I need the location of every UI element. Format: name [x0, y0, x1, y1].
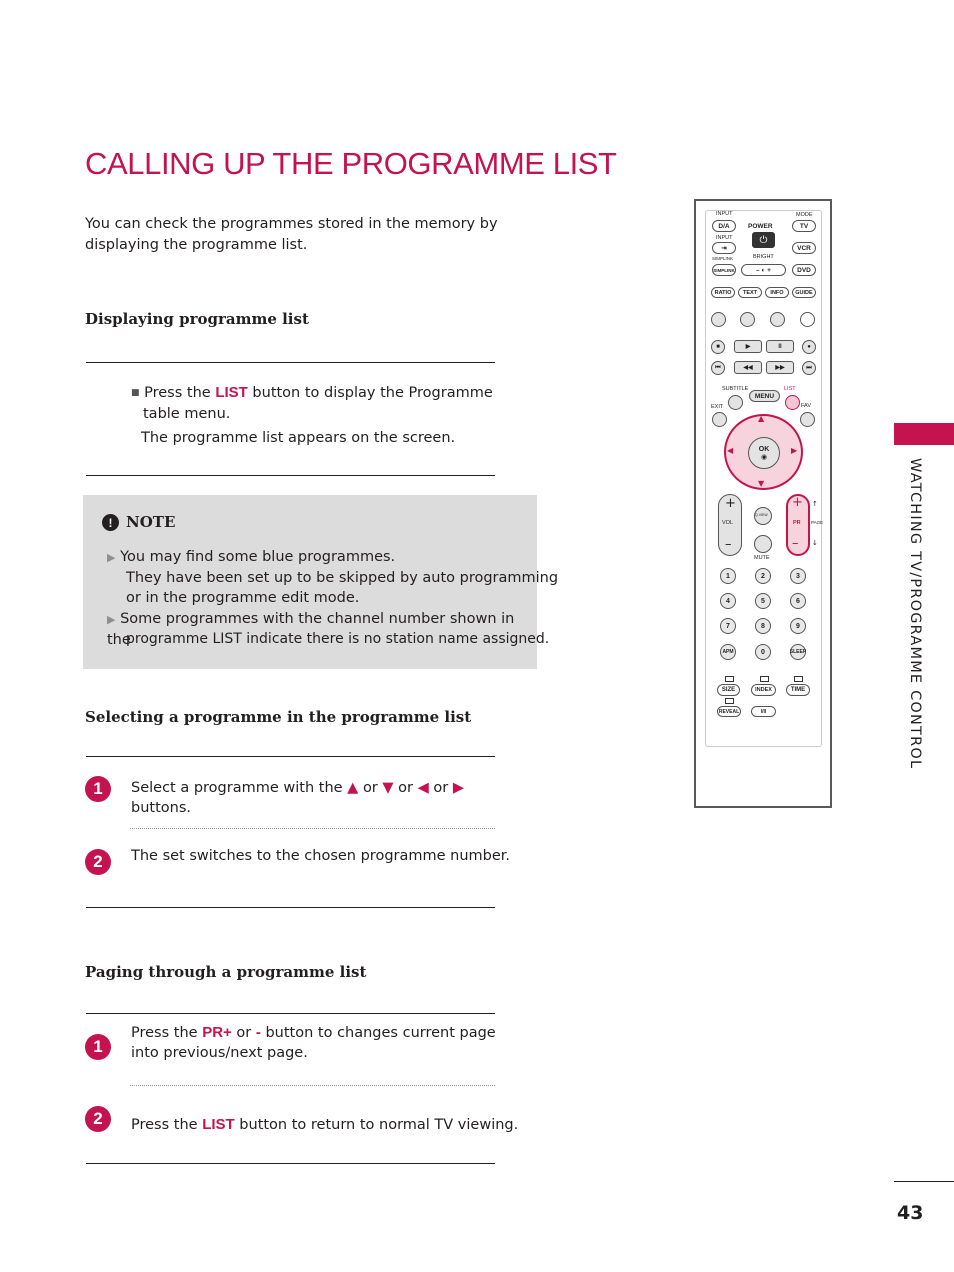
apm-button: APM	[720, 644, 736, 660]
skip-forward-icon: ⏭	[802, 361, 816, 375]
pr-plus-icon: +	[792, 495, 803, 510]
or-text: or	[398, 780, 413, 796]
divider	[86, 1013, 495, 1014]
step-text: Press the	[131, 1025, 198, 1041]
remote-label: BRIGHT	[753, 254, 774, 260]
teletext-icon	[760, 676, 769, 682]
divider	[86, 756, 495, 757]
remote-label: MUTE	[754, 555, 770, 561]
page-number-rule	[894, 1181, 954, 1182]
color-key-button	[740, 312, 755, 327]
note-text: Some programmes with the channel number shown in the	[107, 611, 515, 648]
note-text: You may find some blue programmes.	[120, 549, 396, 565]
color-key-button	[770, 312, 785, 327]
number-button: 2	[755, 568, 771, 584]
teletext-icon	[725, 676, 734, 682]
left-arrow-icon: ◀	[417, 780, 429, 796]
remote-label: VOL	[722, 520, 734, 526]
remote-d-a-button: D/A	[712, 220, 736, 232]
remote-guide-button: GUIDE	[792, 287, 816, 298]
remote-ratio-button: RATIO	[711, 287, 735, 298]
or-text: or	[236, 1025, 252, 1041]
remote-tv-button: TV	[792, 220, 816, 232]
remote-label: FAV	[801, 403, 811, 409]
list-key-label: LIST	[202, 1116, 235, 1133]
step-number: 1	[85, 1034, 111, 1060]
divider	[86, 362, 495, 363]
color-key-button	[800, 312, 815, 327]
intro-text: You can check the programmes stored in the memory by displaying the programme list.	[85, 216, 498, 253]
list-key-label: LIST	[215, 384, 248, 401]
note-item	[107, 547, 532, 568]
note-text: or in the programme edit mode.	[126, 590, 360, 606]
side-label-text: WATCHING TV/PROGRAMME CONTROL	[907, 458, 923, 770]
pr-plus-key-label: PR+	[202, 1024, 232, 1041]
exclamation-icon: !	[102, 514, 119, 531]
triangle-bullet-icon: ▶	[107, 551, 116, 564]
remote-info-button: INFO	[765, 287, 789, 298]
display-result: The programme list appears on the screen.	[141, 430, 456, 446]
number-button: 7	[720, 618, 736, 634]
skip-back-icon: ⏮	[711, 361, 725, 375]
page-title: CALLING UP THE PROGRAMME LIST	[85, 146, 617, 181]
remote-label: SIMPLINK	[712, 256, 734, 261]
nav-left-icon: ◀	[727, 446, 734, 455]
divider	[86, 907, 495, 908]
minus-key-label: -	[255, 1024, 261, 1041]
step-number: 1	[85, 776, 111, 802]
remote-label: INPUT	[716, 211, 733, 217]
remote-label: SUBTITLE	[722, 386, 749, 392]
remote-label: MODE	[796, 212, 813, 218]
note-title: NOTE	[126, 513, 176, 531]
number-button: 3	[790, 568, 806, 584]
record-icon: ●	[802, 340, 816, 354]
dotted-divider	[130, 828, 495, 829]
or-text: or	[362, 780, 378, 796]
remote-index-button: INDEX	[751, 684, 776, 696]
instruction-text: Press the	[144, 385, 211, 401]
number-button: 9	[790, 618, 806, 634]
color-key-button	[711, 312, 726, 327]
number-button: 8	[755, 618, 771, 634]
remote-label: LIST	[784, 386, 796, 392]
up-arrow-icon: ▲	[347, 780, 359, 796]
fav-button	[800, 412, 815, 427]
remote-label: PR	[793, 520, 801, 526]
input-arrow-icon: ⇥	[712, 242, 736, 254]
display-instruction	[131, 383, 501, 403]
subtitle-button	[728, 395, 743, 410]
fast-forward-icon: ▶▶	[766, 361, 794, 374]
paging-step-1	[131, 1023, 501, 1043]
remote-label: Q.VIEW	[755, 513, 768, 517]
or-text: or	[433, 780, 449, 796]
step-text: Select a programme with the	[131, 780, 343, 796]
remote-label: PAGE	[811, 520, 824, 525]
pr-minus-icon: –	[792, 536, 799, 551]
page-up-icon: ↑	[812, 500, 818, 508]
paging-step-2	[131, 1115, 518, 1135]
dotted-divider	[130, 1085, 495, 1086]
remote-dvd-button: DVD	[792, 264, 816, 276]
rewind-icon: ◀◀	[734, 361, 762, 374]
teletext-icon	[794, 676, 803, 682]
step-number: 2	[85, 1106, 111, 1132]
pause-icon: II	[766, 340, 794, 353]
mute-icon	[754, 535, 772, 553]
right-arrow-icon: ▶	[452, 780, 464, 796]
remote-size-button: SIZE	[717, 684, 740, 696]
teletext-icon	[725, 698, 734, 704]
sleep-button: SLEEP	[790, 644, 806, 660]
step-text: button to changes current page	[265, 1025, 496, 1041]
remote-i-ii-button: I/II	[751, 706, 776, 717]
step-text: Press the	[131, 1117, 198, 1133]
nav-down-icon: ▼	[758, 479, 765, 488]
down-arrow-icon: ▼	[382, 780, 394, 796]
select-step-1	[131, 778, 501, 798]
remote-label: EXIT	[711, 404, 724, 410]
page-down-icon: ↓	[812, 539, 818, 547]
step-text: button to return to normal TV viewing.	[239, 1117, 519, 1133]
remote-reveal-button: REVEAL	[717, 706, 741, 717]
number-button: 0	[755, 644, 771, 660]
section-heading-display: Displaying programme list	[85, 310, 309, 328]
divider	[86, 1163, 495, 1164]
section-heading-paging: Paging through a programme list	[85, 963, 367, 981]
bullet-square-icon: ■	[131, 388, 140, 398]
remote-time-button: TIME	[786, 684, 810, 696]
exit-button	[712, 412, 727, 427]
select-step-2: The set switches to the chosen programme number.	[131, 848, 511, 864]
play-icon: ▶	[734, 340, 762, 353]
list-button	[785, 395, 800, 410]
power-icon: ⏻	[752, 232, 775, 248]
number-button: 5	[755, 593, 771, 609]
remote-label: INPUT	[716, 235, 733, 241]
triangle-bullet-icon: ▶	[107, 613, 116, 626]
step-text: buttons.	[131, 800, 191, 816]
remote-text-button: TEXT	[738, 287, 762, 298]
ok-button	[748, 437, 780, 469]
note-text: programme LIST indicate there is no station name assigned.	[126, 631, 550, 647]
remote-label: POWER	[748, 223, 773, 230]
vol-minus-icon: –	[725, 537, 732, 552]
nav-right-icon: ▶	[791, 446, 798, 455]
nav-up-icon: ▲	[758, 414, 765, 423]
remote-menu-button: MENU	[749, 390, 780, 402]
page-number: 43	[897, 1202, 924, 1224]
side-section-label	[905, 458, 929, 798]
remote-simplink-button: SIMPLINK	[712, 264, 736, 276]
ok-dot-icon: ◉	[760, 452, 768, 461]
step-text: into previous/next page.	[131, 1045, 308, 1061]
step-number: 2	[85, 849, 111, 875]
stop-icon: ■	[711, 340, 725, 354]
section-heading-select: Selecting a programme in the programme list	[85, 708, 472, 726]
number-button: 4	[720, 593, 736, 609]
display-instruction-line2: table menu.	[143, 406, 231, 422]
side-tab-marker	[894, 423, 954, 445]
remote-vcr-button: VCR	[792, 242, 816, 254]
note-text: They have been set up to be skipped by auto programming	[126, 570, 559, 586]
instruction-text: button to display the Programme	[252, 385, 493, 401]
number-button: 1	[720, 568, 736, 584]
vol-plus-icon: +	[725, 496, 736, 511]
ok-label: OK	[758, 445, 770, 453]
divider	[86, 475, 495, 476]
brightness-icon: – ◐ +	[741, 264, 786, 276]
number-button: 6	[790, 593, 806, 609]
